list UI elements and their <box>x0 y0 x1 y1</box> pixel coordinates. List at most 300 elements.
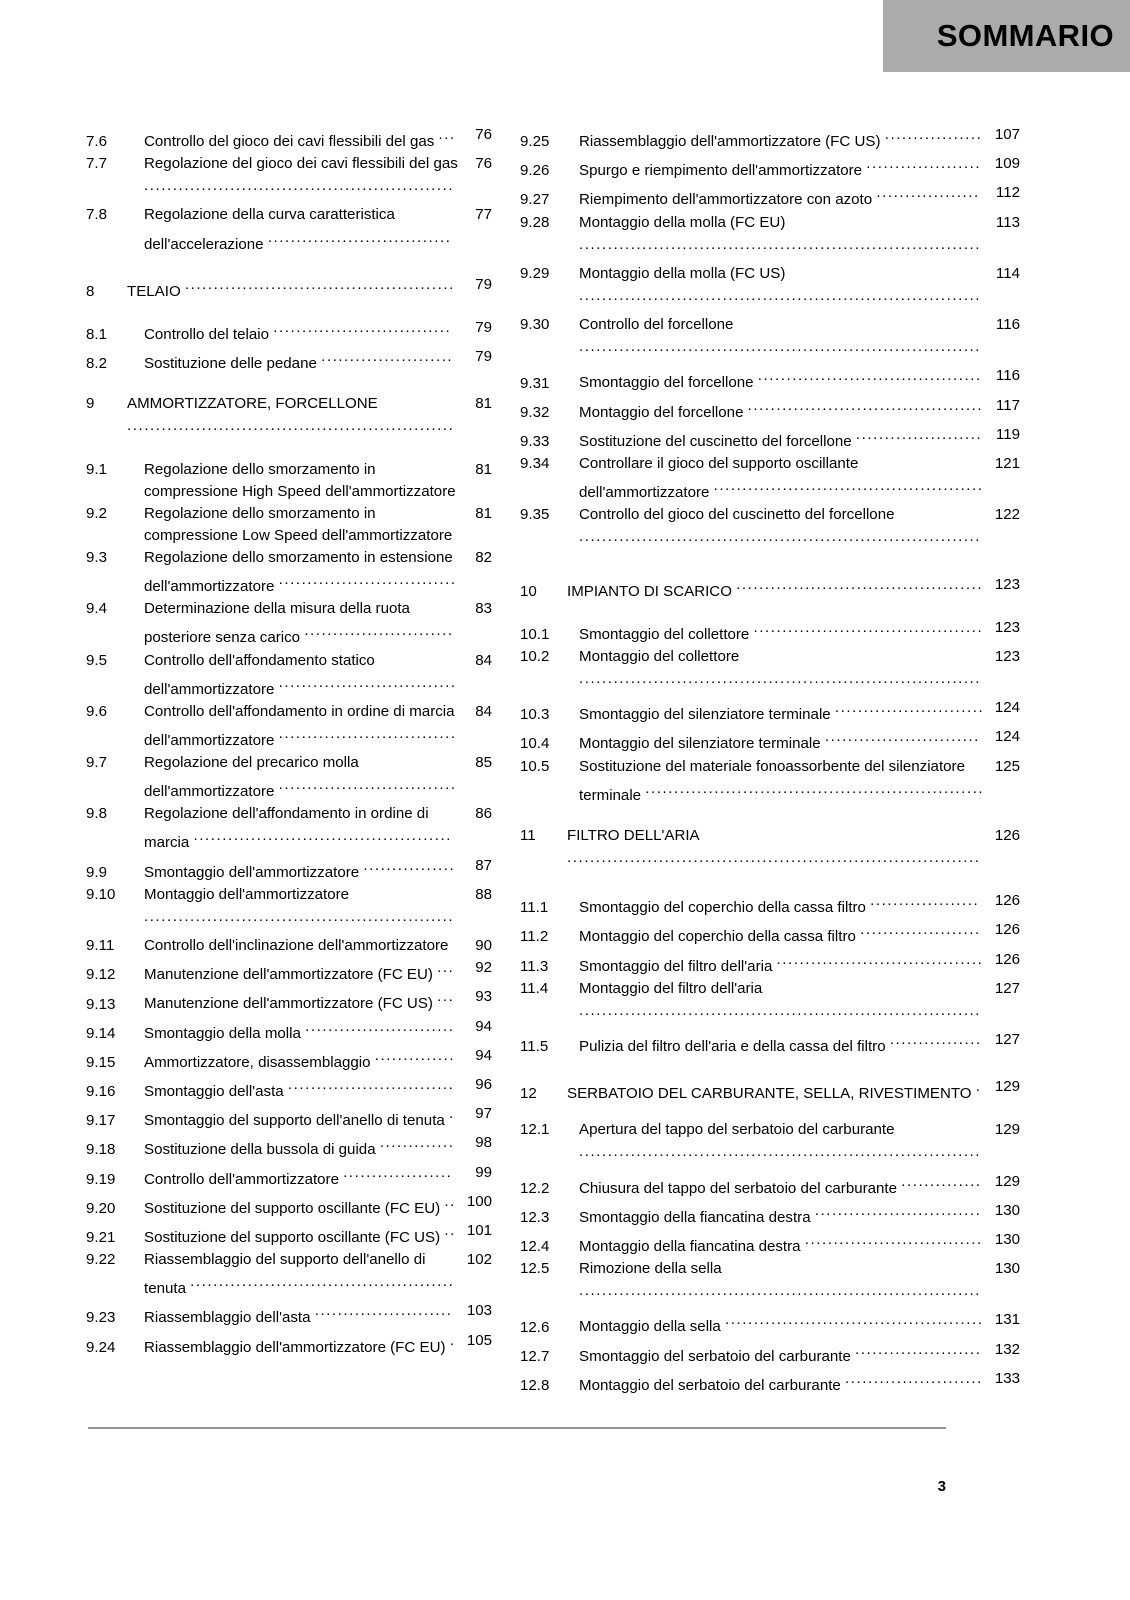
toc-entry-page: 129 <box>994 1121 1020 1139</box>
toc-entry[interactable] <box>86 1074 492 1103</box>
toc-entry-title: Regolazione del precarico molla dell'ammortizzatore <box>144 754 359 801</box>
toc-entry-page: 76 <box>475 126 492 143</box>
toc-entry-title: Riempimento dell'ammortizzatore con azoto <box>579 191 873 209</box>
toc-entry-page: 123 <box>994 618 1020 636</box>
toc-entry[interactable] <box>520 424 1020 453</box>
toc-entry[interactable] <box>520 574 1020 603</box>
toc-entry-number: 9.16 <box>86 1083 116 1101</box>
toc-entry-title: Riassemblaggio dell'asta <box>144 1309 311 1327</box>
toc-dot-leader: ............................. <box>287 1075 455 1093</box>
toc-entry[interactable] <box>86 598 492 649</box>
toc-dot-leader: ........................................................................ <box>567 848 981 866</box>
toc-entry-page: 79 <box>475 348 492 366</box>
toc-entry-number: 9.7 <box>86 754 107 772</box>
toc-entry-title: Smontaggio del coperchio della cassa filtro <box>579 899 866 917</box>
toc-entry-number: 9.14 <box>86 1024 116 1042</box>
toc-entry[interactable] <box>520 1368 1020 1397</box>
toc-entry-number: 10 <box>520 582 537 600</box>
toc-entry-number: 9 <box>86 395 95 413</box>
toc-entry-number: 12 <box>520 1085 537 1103</box>
toc-entry[interactable] <box>520 153 1020 182</box>
toc-entry-body <box>144 547 492 598</box>
toc-entry-title: Regolazione dello smorzamento in estensione dell'ammortizzatore <box>144 548 453 596</box>
toc-entry-page: 126 <box>994 892 1020 910</box>
toc-entry[interactable] <box>86 1162 492 1191</box>
toc-entry-page: 105 <box>466 1331 492 1349</box>
toc-entry-body <box>579 726 1020 755</box>
toc-entry-page: 81 <box>475 460 492 478</box>
toc-entry-page: 81 <box>475 395 492 413</box>
toc-entry[interactable] <box>86 957 492 986</box>
toc-entry-number: 9.18 <box>86 1141 116 1159</box>
toc-entry-title: Sostituzione del cuscinetto del forcellone <box>579 432 852 450</box>
toc-dot-leader: ........................ <box>314 1302 453 1320</box>
toc-entry[interactable] <box>86 1220 492 1249</box>
toc-entry-number: 9.25 <box>520 133 550 151</box>
toc-entry-number: 7.8 <box>86 206 107 224</box>
toc-entry[interactable] <box>86 1330 492 1359</box>
toc-entry-title: Montaggio del forcellone <box>579 403 744 421</box>
toc-dot-leader: . <box>449 1331 456 1349</box>
toc-entry-number: 9.3 <box>86 548 107 566</box>
toc-entry-number: 9.22 <box>86 1251 116 1269</box>
toc-entry-body <box>127 274 492 303</box>
toc-entry[interactable] <box>86 1300 492 1329</box>
toc-dot-leader: ... <box>437 959 455 977</box>
toc-entry[interactable] <box>520 1200 1020 1229</box>
toc-entry[interactable] <box>86 547 492 598</box>
toc-entry-body <box>579 504 1020 555</box>
toc-entry-title: Riassemblaggio dell'ammortizzatore (FC US) <box>579 133 881 151</box>
toc-entry[interactable] <box>520 1119 1020 1170</box>
toc-entry-body <box>567 825 1020 876</box>
toc-entry-title: IMPIANTO DI SCARICO <box>567 582 732 600</box>
toc-entry-number: 12.3 <box>520 1208 550 1226</box>
toc-entry-title: Montaggio della sella <box>579 1318 721 1336</box>
toc-entry-body <box>144 701 492 752</box>
toc-entry-page: 127 <box>994 1030 1020 1048</box>
toc-entry[interactable] <box>520 395 1020 424</box>
toc-entry-page: 94 <box>475 1046 492 1064</box>
toc-entry-page: 129 <box>994 1172 1020 1190</box>
toc-entry[interactable] <box>520 182 1020 211</box>
toc-entry-number: 9.13 <box>86 995 116 1013</box>
toc-entry-number: 12.7 <box>520 1347 550 1365</box>
toc-entry-page: 98 <box>475 1134 492 1152</box>
toc-entry-number: 8.2 <box>86 355 107 373</box>
toc-entry-page: 109 <box>994 155 1020 173</box>
toc-entry-page: 124 <box>994 699 1020 717</box>
toc-entry-body <box>144 1103 492 1132</box>
toc-entry-page: 125 <box>994 757 1020 775</box>
toc-entry-number: 9.21 <box>86 1229 116 1246</box>
toc-entry-body <box>579 424 1020 453</box>
toc-entry-number: 12.6 <box>520 1318 550 1336</box>
toc-entry-number: 9.34 <box>520 454 550 472</box>
toc-entry-page: 119 <box>995 425 1020 443</box>
toc-entry[interactable] <box>86 986 492 1015</box>
toc-entry-page: 87 <box>475 856 492 874</box>
toc-entry-body <box>579 617 1020 646</box>
toc-entry-body <box>144 986 492 1015</box>
toc-entry-page: 129 <box>994 1078 1020 1096</box>
toc-entry-number: 7.6 <box>86 133 107 151</box>
toc-entry-title: AMMORTIZZATORE, FORCELLONE <box>127 395 378 413</box>
toc-entry-page: 101 <box>466 1221 492 1239</box>
toc-entry[interactable] <box>520 646 1020 697</box>
toc-dot-leader: ........................ <box>845 1369 983 1387</box>
toc-entry-title: Regolazione dell'affondamento in ordine di marcia <box>144 805 429 852</box>
toc-entry-body <box>579 890 1020 919</box>
toc-entry-number: 12.2 <box>520 1179 550 1197</box>
toc-entry-number: 11.4 <box>520 979 549 997</box>
toc-dot-leader: .............. <box>374 1046 456 1064</box>
toc-entry-body <box>579 1029 1020 1058</box>
toc-entry-body <box>579 1368 1020 1397</box>
toc-dot-leader: ....................... <box>321 348 454 366</box>
toc-entry-title: Montaggio del serbatoio del carburante <box>579 1376 841 1394</box>
toc-entry[interactable] <box>86 204 492 255</box>
toc-dot-leader: ...................... <box>855 1340 982 1358</box>
toc-dot-leader: ...................... <box>855 425 983 443</box>
toc-entry-title: FILTRO DELL'ARIA <box>567 826 699 844</box>
toc-entry-body <box>144 935 492 957</box>
toc-entry-body <box>579 756 1020 807</box>
toc-entry-page: 100 <box>466 1192 492 1210</box>
toc-entry-page: 126 <box>994 921 1020 939</box>
toc-entry-page: 127 <box>994 979 1020 997</box>
toc-entry-title: Controllo del telaio <box>144 326 270 344</box>
toc-dot-leader: ................. <box>884 126 983 143</box>
toc-entry-page: 90 <box>475 937 492 955</box>
toc-entry-body <box>579 124 1020 153</box>
toc-entry[interactable] <box>520 1309 1020 1338</box>
toc-entry[interactable] <box>86 317 492 346</box>
toc-dot-leader: .......................... <box>834 699 985 717</box>
toc-entry-body <box>127 393 492 444</box>
toc-entry-title: Spurgo e riempimento dell'ammortizzatore <box>579 162 863 180</box>
toc-dot-leader: . <box>975 1078 982 1096</box>
toc-entry-body <box>579 1171 1020 1200</box>
toc-entry-body <box>579 1258 1020 1309</box>
toc-entry-page: 83 <box>475 600 492 618</box>
toc-entry[interactable] <box>520 1171 1020 1200</box>
toc-entry-title: Montaggio della molla (FC US) <box>579 264 786 282</box>
toc-dot-leader: ...................................................................... <box>579 1001 982 1019</box>
toc-entry-number: 9.12 <box>86 966 116 984</box>
toc-entry-title: Rimozione della sella <box>579 1260 722 1278</box>
toc-entry[interactable] <box>86 752 492 803</box>
toc-entry[interactable] <box>86 274 492 303</box>
toc-entry[interactable] <box>86 855 492 884</box>
toc-dot-leader: ......................................... <box>747 396 984 414</box>
toc-entry[interactable] <box>86 803 492 854</box>
toc-entry-title: Smontaggio del filtro dell'aria <box>579 957 773 975</box>
toc-entry-number: 9.23 <box>86 1309 116 1327</box>
toc-entry-number: 10.3 <box>520 706 550 724</box>
toc-entry[interactable] <box>86 650 492 701</box>
toc-entry-body <box>144 1074 492 1103</box>
toc-entry-number: 7.7 <box>86 155 107 173</box>
toc-entry-title: Chiusura del tappo del serbatoio del carburante <box>579 1179 898 1197</box>
toc-entry-title: Regolazione dello smorzamento in compressione High Speed dell'ammortizzatore <box>144 460 456 500</box>
toc-entry-title: Sostituzione del supporto oscillante (FC EU) <box>144 1199 441 1217</box>
toc-entry-page: 121 <box>994 454 1020 472</box>
toc-entry[interactable] <box>520 1258 1020 1309</box>
toc-entry-title: Smontaggio del serbatoio del carburante <box>579 1347 851 1365</box>
toc-entry-page: 122 <box>994 506 1020 524</box>
toc-entry-body <box>144 598 492 649</box>
toc-entry[interactable] <box>86 503 492 547</box>
toc-dot-leader: ................ <box>363 856 456 874</box>
toc-entry-page: 130 <box>994 1201 1020 1219</box>
toc-entry[interactable] <box>86 1103 492 1132</box>
toc-entry[interactable] <box>520 919 1020 948</box>
toc-entry-page: 114 <box>995 264 1020 282</box>
toc-entry-number: 10.5 <box>520 757 550 775</box>
toc-entry-title: Smontaggio del silenziatore terminale <box>579 706 831 724</box>
toc-entry-title: Controllo dell'ammortizzatore <box>144 1170 339 1188</box>
toc-entry[interactable] <box>520 365 1020 394</box>
toc-entry[interactable] <box>520 314 1020 365</box>
toc-entry-body <box>579 1119 1020 1170</box>
toc-dot-leader: ............................... <box>804 1231 983 1248</box>
footer-divider <box>88 1427 946 1429</box>
toc-entry-body <box>144 1249 492 1300</box>
toc-entry[interactable] <box>520 212 1020 263</box>
footer-page-number: 3 <box>937 1478 946 1495</box>
toc-dot-leader: ............................... <box>278 724 457 742</box>
toc-entry[interactable] <box>520 1339 1020 1368</box>
toc-entry-body <box>567 1076 1020 1105</box>
toc-dot-leader: ............................................... <box>713 477 984 495</box>
toc-entry[interactable] <box>520 949 1020 978</box>
toc-entry-page: 76 <box>475 155 492 173</box>
toc-entry-number: 9.9 <box>86 863 107 881</box>
toc-entry-title: Ammortizzatore, disassemblaggio <box>144 1053 371 1071</box>
toc-entry-page: 88 <box>475 885 492 903</box>
toc-entry-title: Determinazione della misura della ruota posteriore senza carico <box>144 600 410 647</box>
toc-entry-title: Smontaggio della molla <box>144 1024 301 1042</box>
toc-entry-title: Montaggio del collettore <box>579 647 740 665</box>
toc-entry-number: 11.1 <box>520 899 549 917</box>
toc-entry[interactable] <box>520 453 1020 504</box>
toc-dot-leader: ................ <box>889 1030 982 1048</box>
toc-entry-title: Montaggio del coperchio della cassa filtro <box>579 928 856 946</box>
toc-entry-title: Montaggio del silenziatore terminale <box>579 735 821 753</box>
toc-entry[interactable] <box>520 825 1020 876</box>
toc-dot-leader: .......................... <box>305 1017 455 1035</box>
toc-entry-page: 94 <box>475 1017 492 1035</box>
toc-entry-title: Regolazione del gioco dei cavi flessibili del gas <box>144 155 458 173</box>
toc-entry-number: 9.2 <box>86 504 107 522</box>
toc-entry-page: 103 <box>466 1302 492 1320</box>
toc-dot-leader: ................................ <box>267 228 452 246</box>
toc-entry-title: Smontaggio del supporto dell'anello di tenuta <box>144 1112 445 1130</box>
toc-entry-title: Apertura del tappo del serbatoio del carburante <box>579 1121 895 1139</box>
toc-entry-body <box>144 1191 492 1220</box>
toc-entry-page: 92 <box>475 959 492 977</box>
toc-entry-body <box>579 1339 1020 1368</box>
toc-entry-number: 8 <box>86 282 95 300</box>
toc-entry-body <box>579 949 1020 978</box>
toc-entry[interactable] <box>86 1132 492 1161</box>
toc-entry[interactable] <box>520 1029 1020 1058</box>
toc-entry-body <box>144 346 492 375</box>
toc-entry-body <box>579 919 1020 948</box>
toc-entry-number: 9.30 <box>520 316 550 334</box>
toc-entry-page: 126 <box>994 826 1020 844</box>
toc-dot-leader: ...................................................................... <box>579 1282 982 1300</box>
toc-entry-page: 112 <box>995 184 1020 202</box>
toc-entry-page: 133 <box>994 1369 1020 1387</box>
toc-dot-leader: ............................... <box>278 571 457 589</box>
toc-entry-body <box>579 365 1020 394</box>
toc-entry-body <box>579 978 1020 1029</box>
toc-dot-leader: ... <box>437 988 455 1006</box>
toc-dot-leader: ...................................................................... <box>579 338 982 356</box>
toc-entry-title: Montaggio dell'ammortizzatore <box>144 885 350 903</box>
toc-entry-title: Controllo del forcellone <box>579 316 734 334</box>
toc-entry-title: Manutenzione dell'ammortizzatore (FC EU) <box>144 966 433 984</box>
toc-dot-leader: ........................................... <box>736 575 984 593</box>
toc-entry-page: 99 <box>475 1163 492 1181</box>
toc-entry-body <box>144 752 492 803</box>
toc-entry[interactable] <box>86 1191 492 1220</box>
toc-entry-page: 84 <box>475 702 492 720</box>
toc-entry-title: Sostituzione del materiale fonoassorbente del silenziatore terminale <box>579 757 965 804</box>
toc-entry[interactable] <box>86 935 492 957</box>
toc-entry-number: 9.33 <box>520 432 550 450</box>
toc-dot-leader: ............................................. <box>725 1311 984 1329</box>
toc-dot-leader: ...................................................................... <box>579 528 982 546</box>
toc-entry-title: Controllo dell'inclinazione dell'ammortizzatore <box>144 937 449 955</box>
toc-entry-title: SERBATOIO DEL CARBURANTE, SELLA, RIVESTIMENTO <box>567 1085 972 1103</box>
toc-entry[interactable] <box>86 393 492 444</box>
toc-entry-body <box>144 1300 492 1329</box>
toc-entry[interactable] <box>520 617 1020 646</box>
toc-entry[interactable] <box>520 756 1020 807</box>
toc-entry[interactable] <box>86 153 492 204</box>
toc-entry-number: 12.5 <box>520 1260 550 1278</box>
toc-entry-page: 123 <box>994 575 1020 593</box>
toc-entry-page: 116 <box>995 316 1020 334</box>
toc-entry[interactable] <box>520 1076 1020 1105</box>
toc-entry[interactable] <box>86 1045 492 1074</box>
toc-entry-page: 116 <box>995 367 1020 385</box>
toc-entry-body <box>144 153 492 204</box>
toc-entry-page: 117 <box>995 396 1020 414</box>
toc-dot-leader: ............................... <box>278 673 457 691</box>
toc-entry-page: 93 <box>475 988 492 1006</box>
toc-entry-number: 9.28 <box>520 213 550 231</box>
toc-entry-body <box>579 697 1020 726</box>
toc-entry-page: 113 <box>995 213 1020 231</box>
toc-entry-number: 9.20 <box>86 1199 116 1217</box>
toc-dot-leader: ........................................ <box>753 618 984 636</box>
toc-entry[interactable] <box>86 346 492 375</box>
toc-entry-body <box>144 1330 492 1359</box>
toc-entry[interactable] <box>520 890 1020 919</box>
toc-entry-body <box>579 1229 1020 1258</box>
toc-entry-number: 9.19 <box>86 1170 116 1188</box>
toc-entry-title: Controllo del gioco del cuscinetto del forcellone <box>579 506 895 524</box>
toc-entry-page: 97 <box>475 1105 492 1123</box>
page-title: SOMMARIO <box>936 18 1114 53</box>
toc-entry-body <box>579 453 1020 504</box>
toc-entry-number: 9.24 <box>86 1338 116 1356</box>
toc-entry[interactable] <box>520 697 1020 726</box>
toc-entry-number: 10.2 <box>520 647 550 665</box>
toc-dot-leader: ...................................................... <box>144 907 455 925</box>
toc-entry-page: 102 <box>466 1251 492 1269</box>
toc-entry-body <box>144 1132 492 1161</box>
toc-dot-leader: ...................................................................... <box>579 670 982 687</box>
toc-dot-leader: ......................................................... <box>127 417 455 435</box>
toc-entry[interactable] <box>86 701 492 752</box>
table-of-contents <box>0 124 1130 1397</box>
toc-entry-page: 85 <box>475 754 492 772</box>
toc-dot-leader: ............................... <box>278 776 457 794</box>
toc-entry-number: 11 <box>520 826 536 844</box>
toc-entry[interactable] <box>86 459 492 503</box>
toc-entry-body <box>144 884 492 935</box>
toc-entry-page: 107 <box>994 126 1020 143</box>
toc-dot-leader: ............................................... <box>184 275 455 293</box>
toc-entry[interactable] <box>86 1016 492 1045</box>
toc-entry[interactable] <box>86 1249 492 1300</box>
toc-entry-number: 9.32 <box>520 403 550 421</box>
toc-entry-body <box>579 182 1020 211</box>
toc-dot-leader: ............................... <box>273 318 452 336</box>
toc-entry-page: 79 <box>475 275 492 293</box>
toc-entry[interactable] <box>520 263 1020 314</box>
toc-dot-leader: .............. <box>901 1172 982 1190</box>
toc-entry[interactable] <box>520 978 1020 1029</box>
toc-entry[interactable] <box>520 726 1020 755</box>
toc-dot-leader: ...................................................................... <box>579 235 982 253</box>
toc-entry-page: 124 <box>994 728 1020 746</box>
toc-entry[interactable] <box>86 124 492 153</box>
toc-column-right <box>510 124 1020 1397</box>
toc-dot-leader: ...................................................... <box>144 177 455 195</box>
toc-entry[interactable] <box>520 1229 1020 1258</box>
toc-entry-body <box>579 263 1020 314</box>
toc-entry-number: 11.5 <box>520 1038 549 1056</box>
toc-entry-body <box>579 646 1020 697</box>
toc-entry[interactable] <box>86 884 492 935</box>
toc-entry-number: 9.1 <box>86 460 107 478</box>
toc-entry[interactable] <box>520 504 1020 555</box>
toc-dot-leader: ............................................. <box>193 827 452 845</box>
toc-entry-number: 11.2 <box>520 928 549 946</box>
toc-entry-body <box>144 1016 492 1045</box>
toc-entry-title: Pulizia del filtro dell'aria e della cassa del filtro <box>579 1038 886 1056</box>
toc-entry-title: Montaggio della fiancatina destra <box>579 1238 801 1256</box>
toc-entry-body <box>579 1309 1020 1338</box>
toc-entry-page: 123 <box>994 647 1020 665</box>
toc-dot-leader: ... <box>438 126 456 143</box>
toc-entry-page: 86 <box>475 805 492 823</box>
toc-entry-page: 81 <box>475 504 492 522</box>
toc-dot-leader: ............................. <box>814 1201 982 1219</box>
toc-entry[interactable] <box>520 124 1020 153</box>
toc-dot-leader: .......................... <box>304 622 454 640</box>
toc-entry-page: 130 <box>994 1260 1020 1278</box>
toc-entry-body <box>144 1162 492 1191</box>
toc-dot-leader: .................................... <box>776 950 984 968</box>
toc-entry-title: Riassemblaggio dell'ammortizzatore (FC EU) <box>144 1338 446 1356</box>
